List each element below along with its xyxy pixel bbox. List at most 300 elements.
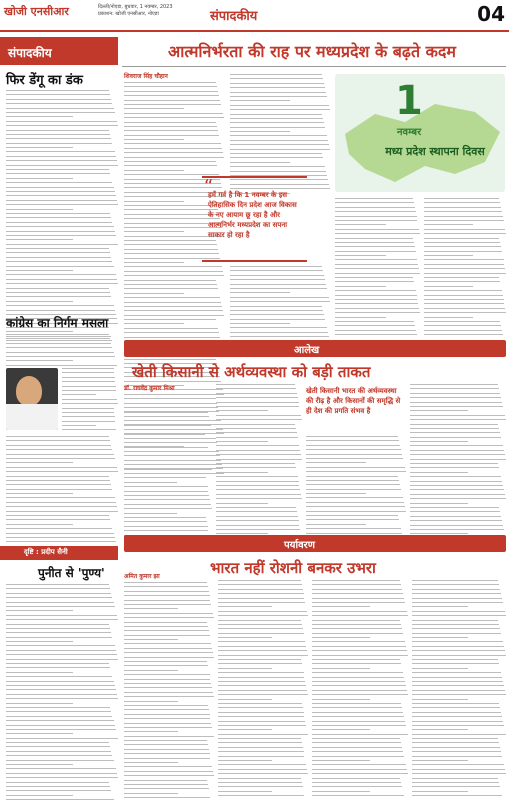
text-line: [410, 393, 500, 394]
text-line: [424, 202, 500, 203]
text-line: [124, 626, 208, 627]
text-line: [6, 515, 109, 516]
text-line: [230, 109, 330, 110]
text-line: [412, 729, 468, 730]
text-line: [6, 751, 111, 752]
text-line: [412, 637, 468, 638]
text-line: [424, 321, 500, 322]
text-line: [424, 246, 501, 247]
text-line: [6, 121, 117, 122]
text-line: [6, 274, 116, 275]
text-line: [124, 161, 216, 162]
text-line: [6, 143, 112, 144]
text-line: [6, 283, 118, 284]
text-line: [412, 641, 503, 642]
text-line: [218, 778, 301, 779]
text-line: [412, 721, 503, 722]
text-line: [306, 511, 406, 512]
text-line: [124, 359, 216, 360]
text-line: [124, 687, 212, 688]
text-line: [124, 701, 178, 702]
text-line: [6, 637, 112, 638]
text-line: [216, 419, 302, 420]
text-line: [410, 498, 506, 499]
dateline: [98, 4, 173, 18]
text-line: [412, 738, 498, 739]
text-line: [6, 239, 73, 240]
text-line: [306, 458, 403, 459]
text-line: [230, 319, 325, 320]
text-line: [124, 508, 212, 509]
text-line: [6, 663, 109, 664]
text-line: [6, 619, 118, 620]
main-quote-text: हमें गर्व है कि 1 नवम्बर के इस ऐतिहासिक दिन प्रदेश आज विकास के नए आयाम छू रहा है और आत्मनिर्भर मध्यप्रदेश का सपना साकार हो रहा है: [208, 191, 297, 239]
text-line: [424, 198, 499, 199]
text-line: [124, 280, 216, 281]
text-line: [124, 526, 208, 527]
text-line: [410, 467, 499, 468]
text-line: [6, 511, 118, 512]
text-line: [124, 469, 212, 470]
environment-byline: अमित कुमार झा: [124, 573, 160, 580]
text-line: [124, 319, 216, 320]
text-line: [230, 153, 322, 154]
text-line: [124, 412, 208, 413]
text-line: [424, 281, 500, 282]
left-article-text-3: [6, 584, 118, 800]
text-line: [124, 670, 178, 671]
text-line: [218, 615, 308, 616]
text-line: [6, 235, 116, 236]
text-line: [6, 244, 118, 245]
text-line: [6, 462, 73, 463]
text-line: [6, 99, 111, 100]
text-line: [6, 204, 118, 205]
text-line: [218, 677, 304, 678]
text-line: [216, 485, 299, 486]
text-line: [124, 293, 184, 294]
text-line: [124, 117, 224, 118]
text-line: [218, 694, 308, 695]
text-line: [410, 424, 498, 425]
text-line: [6, 738, 118, 739]
left-column-bar-label: दृष्टि : प्रदीप सैनी: [24, 548, 68, 556]
text-line: [124, 797, 210, 798]
text-line: [230, 166, 325, 167]
text-line: [412, 628, 500, 629]
text-line: [6, 768, 116, 769]
text-line: [124, 403, 207, 404]
text-line: [412, 685, 504, 686]
text-line: [124, 288, 218, 289]
text-line: [335, 321, 414, 322]
text-line: [306, 519, 399, 520]
text-line: [412, 584, 499, 585]
text-line: [124, 297, 220, 298]
text-line: [6, 130, 109, 131]
text-line: [124, 302, 221, 303]
text-line: [6, 725, 115, 726]
text-line: [124, 477, 206, 478]
leader-photo: [6, 368, 58, 430]
text-line: [424, 290, 502, 291]
text-line: [124, 266, 222, 267]
text-line: [410, 485, 503, 486]
text-line: [218, 712, 304, 713]
text-line: [6, 755, 112, 756]
text-line: [230, 105, 329, 106]
text-line: [216, 450, 300, 451]
text-line: [6, 533, 114, 534]
text-line: [6, 305, 114, 306]
left-column-bar: [0, 546, 118, 560]
text-line: [124, 284, 217, 285]
text-line: [216, 498, 302, 499]
text-line: [6, 454, 114, 455]
text-line: [6, 458, 115, 459]
mp-foundation-day-graphic: [335, 74, 505, 192]
text-line: [124, 429, 212, 430]
text-line: [62, 377, 115, 378]
text-line: [124, 398, 206, 399]
text-line: [6, 707, 110, 708]
text-line: [124, 595, 210, 596]
text-line: [230, 135, 327, 136]
text-line: [312, 760, 370, 761]
main-quote-box: [202, 176, 307, 262]
text-line: [62, 403, 118, 404]
text-line: [218, 663, 302, 664]
text-line: [62, 386, 116, 387]
text-line: [306, 484, 400, 485]
text-line: [306, 506, 405, 507]
text-line: [218, 699, 272, 700]
text-line: [124, 438, 206, 439]
text-line: [124, 723, 211, 724]
text-line: [312, 694, 408, 695]
text-line: [424, 238, 499, 239]
text-line: [124, 499, 210, 500]
text-line: [216, 445, 299, 446]
text-line: [218, 738, 301, 739]
text-line: [412, 690, 505, 691]
text-line: [218, 637, 272, 638]
text-line: [124, 100, 220, 101]
quote-icon: “: [204, 176, 214, 197]
text-line: [312, 659, 400, 660]
text-line: [6, 672, 73, 673]
text-line: [412, 756, 502, 757]
text-line: [216, 415, 301, 416]
text-line: [412, 633, 501, 634]
text-line: [230, 131, 290, 132]
text-line: [6, 338, 110, 339]
text-line: [6, 471, 118, 472]
text-line: [410, 450, 504, 451]
text-line: [306, 449, 401, 450]
text-line: [306, 445, 400, 446]
text-line: [6, 108, 114, 109]
agriculture-headline: खेती किसानी से अर्थव्यवस्था को बड़ी ताकत: [132, 363, 371, 381]
text-line: [6, 116, 73, 117]
text-line: [312, 685, 406, 686]
text-line: [62, 408, 114, 409]
text-line: [230, 140, 328, 141]
text-line: [124, 108, 184, 109]
text-line: [124, 157, 224, 158]
text-line: [335, 242, 414, 243]
text-line: [62, 372, 114, 373]
text-line: [230, 83, 324, 84]
text-line: [312, 650, 407, 651]
text-line: [62, 381, 115, 382]
text-line: [6, 650, 116, 651]
main-rule: [122, 66, 506, 67]
text-line: [412, 791, 468, 792]
text-line: [312, 602, 405, 603]
text-line: [230, 144, 329, 145]
text-line: [6, 343, 111, 344]
text-line: [216, 393, 297, 394]
text-line: [218, 703, 302, 704]
text-line: [218, 734, 308, 735]
text-line: [6, 615, 117, 616]
text-line: [6, 231, 115, 232]
text-line: [6, 641, 73, 642]
text-line: [124, 306, 222, 307]
text-line: [306, 480, 399, 481]
text-line: [410, 397, 501, 398]
text-line: [124, 482, 177, 483]
page-number: 04: [477, 2, 505, 26]
text-line: [6, 178, 73, 179]
text-line: [335, 202, 414, 203]
text-line: [218, 628, 303, 629]
text-line: [306, 436, 398, 437]
text-line: [312, 633, 403, 634]
text-line: [230, 275, 324, 276]
agri-text-col-2: [216, 384, 302, 551]
text-line: [312, 738, 400, 739]
text-line: [312, 791, 370, 792]
text-line: [424, 312, 506, 313]
aalekh-section-label: आलेख: [294, 345, 320, 356]
text-line: [412, 712, 501, 713]
text-line: [230, 306, 322, 307]
text-line: [216, 441, 268, 442]
text-line: [335, 251, 416, 252]
text-line: [230, 323, 290, 324]
text-line: [312, 725, 406, 726]
text-line: [410, 428, 499, 429]
text-line: [335, 259, 417, 260]
text-line: [124, 784, 208, 785]
text-line: [124, 679, 210, 680]
text-line: [6, 602, 114, 603]
text-line: [124, 517, 206, 518]
text-line: [412, 580, 498, 581]
text-line: [230, 310, 323, 311]
editorial-band: [0, 37, 118, 65]
text-line: [124, 447, 208, 448]
text-line: [335, 281, 414, 282]
text-line: [335, 198, 413, 199]
text-line: [6, 467, 117, 468]
text-line: [218, 769, 307, 770]
text-line: [6, 537, 115, 538]
text-line: [216, 402, 299, 403]
text-line: [124, 95, 219, 96]
text-line: [216, 476, 298, 477]
text-line: [124, 639, 178, 640]
text-line: [6, 681, 114, 682]
text-line: [6, 352, 114, 353]
text-line: [230, 149, 330, 150]
text-line: [6, 480, 110, 481]
text-line: [218, 633, 304, 634]
text-line: [124, 135, 219, 136]
text-line: [124, 504, 211, 505]
text-line: [6, 440, 110, 441]
text-line: [216, 459, 302, 460]
text-line: [124, 425, 211, 426]
text-line: [424, 251, 502, 252]
text-line: [230, 279, 325, 280]
text-line: [124, 758, 210, 759]
text-line: [312, 624, 401, 625]
agriculture-byline: डॉ. राघवेंद्र कुमार मिश्रा: [124, 385, 175, 392]
text-line: [410, 415, 505, 416]
text-line: [424, 308, 505, 309]
text-line: [424, 317, 473, 318]
text-line: [124, 460, 210, 461]
text-line: [335, 308, 419, 309]
text-line: [6, 489, 112, 490]
text-line: [6, 187, 114, 188]
text-line: [230, 127, 325, 128]
text-line: [6, 694, 117, 695]
text-line: [335, 229, 419, 230]
text-line: [412, 646, 504, 647]
text-line: [6, 593, 111, 594]
text-line: [6, 790, 111, 791]
text-line: [216, 388, 296, 389]
text-line: [6, 191, 115, 192]
text-line: [230, 118, 323, 119]
text-line: [306, 528, 401, 529]
text-line: [62, 390, 116, 391]
text-line: [216, 428, 296, 429]
text-line: [410, 489, 504, 490]
text-line: [335, 325, 415, 326]
text-line: [335, 317, 386, 318]
text-line: [412, 742, 499, 743]
text-line: [124, 148, 222, 149]
text-line: [218, 659, 301, 660]
text-line: [424, 286, 473, 287]
text-line: [230, 157, 323, 158]
text-line: [312, 773, 408, 774]
text-line: [6, 528, 112, 529]
text-line: [216, 454, 301, 455]
text-line: [124, 122, 216, 123]
text-line: [218, 707, 303, 708]
text-line: [218, 690, 307, 691]
text-line: [312, 589, 402, 590]
text-line: [412, 681, 503, 682]
text-line: [306, 454, 402, 455]
text-line: [216, 432, 297, 433]
text-line: [218, 756, 304, 757]
text-line: [230, 301, 330, 302]
text-line: [6, 213, 110, 214]
text-line: [6, 266, 114, 267]
text-line: [124, 657, 214, 658]
text-line: [216, 384, 295, 385]
text-line: [124, 113, 223, 114]
text-line: [6, 436, 109, 437]
text-line: [335, 224, 386, 225]
text-line: [410, 481, 502, 482]
text-line: [412, 782, 499, 783]
text-line: [124, 600, 210, 601]
text-line: [312, 782, 401, 783]
text-line: [218, 716, 304, 717]
text-line: [6, 610, 73, 611]
text-line: [335, 264, 418, 265]
text-line: [230, 266, 322, 267]
text-line: [124, 648, 212, 649]
text-line: [216, 503, 268, 504]
text-line: [124, 630, 209, 631]
text-line: [335, 233, 420, 234]
text-line: [124, 416, 209, 417]
text-line: [6, 782, 109, 783]
text-line: [230, 288, 327, 289]
text-line: [6, 261, 112, 262]
text-line: [216, 529, 300, 530]
environment-headline: भारत नहीं रोशनी बनकर उभरा: [210, 559, 376, 577]
text-line: [124, 201, 184, 202]
text-line: [230, 332, 328, 333]
text-line: [124, 262, 184, 263]
text-line: [6, 334, 109, 335]
photo-face: [16, 376, 42, 406]
environment-section-label: पर्यावरण: [284, 540, 315, 551]
text-line: [335, 277, 413, 278]
text-line: [230, 78, 323, 79]
text-line: [412, 589, 500, 590]
text-line: [124, 683, 211, 684]
text-line: [6, 497, 115, 498]
text-line: [6, 356, 115, 357]
graphic-day-title: मध्य प्रदेश स्थापना दिवस: [385, 145, 485, 158]
text-line: [124, 582, 207, 583]
text-line: [312, 606, 370, 607]
text-line: [124, 495, 209, 496]
text-line: [6, 125, 118, 126]
agri-pull-quote: खेती किसानी भारत की अर्थव्यवस्था की रीढ़ है और किसानों की समृद्धि से ही देश की प्रगति संभव है: [306, 387, 401, 415]
text-line: [62, 425, 96, 426]
text-line: [410, 511, 500, 512]
text-line: [312, 598, 404, 599]
text-line: [312, 716, 404, 717]
left-headline-punit: पुनीत से 'पुण्य': [38, 566, 105, 580]
text-line: [306, 471, 406, 472]
text-line: [6, 331, 73, 332]
text-line: [424, 277, 499, 278]
section-title: संपादकीय: [210, 9, 258, 24]
